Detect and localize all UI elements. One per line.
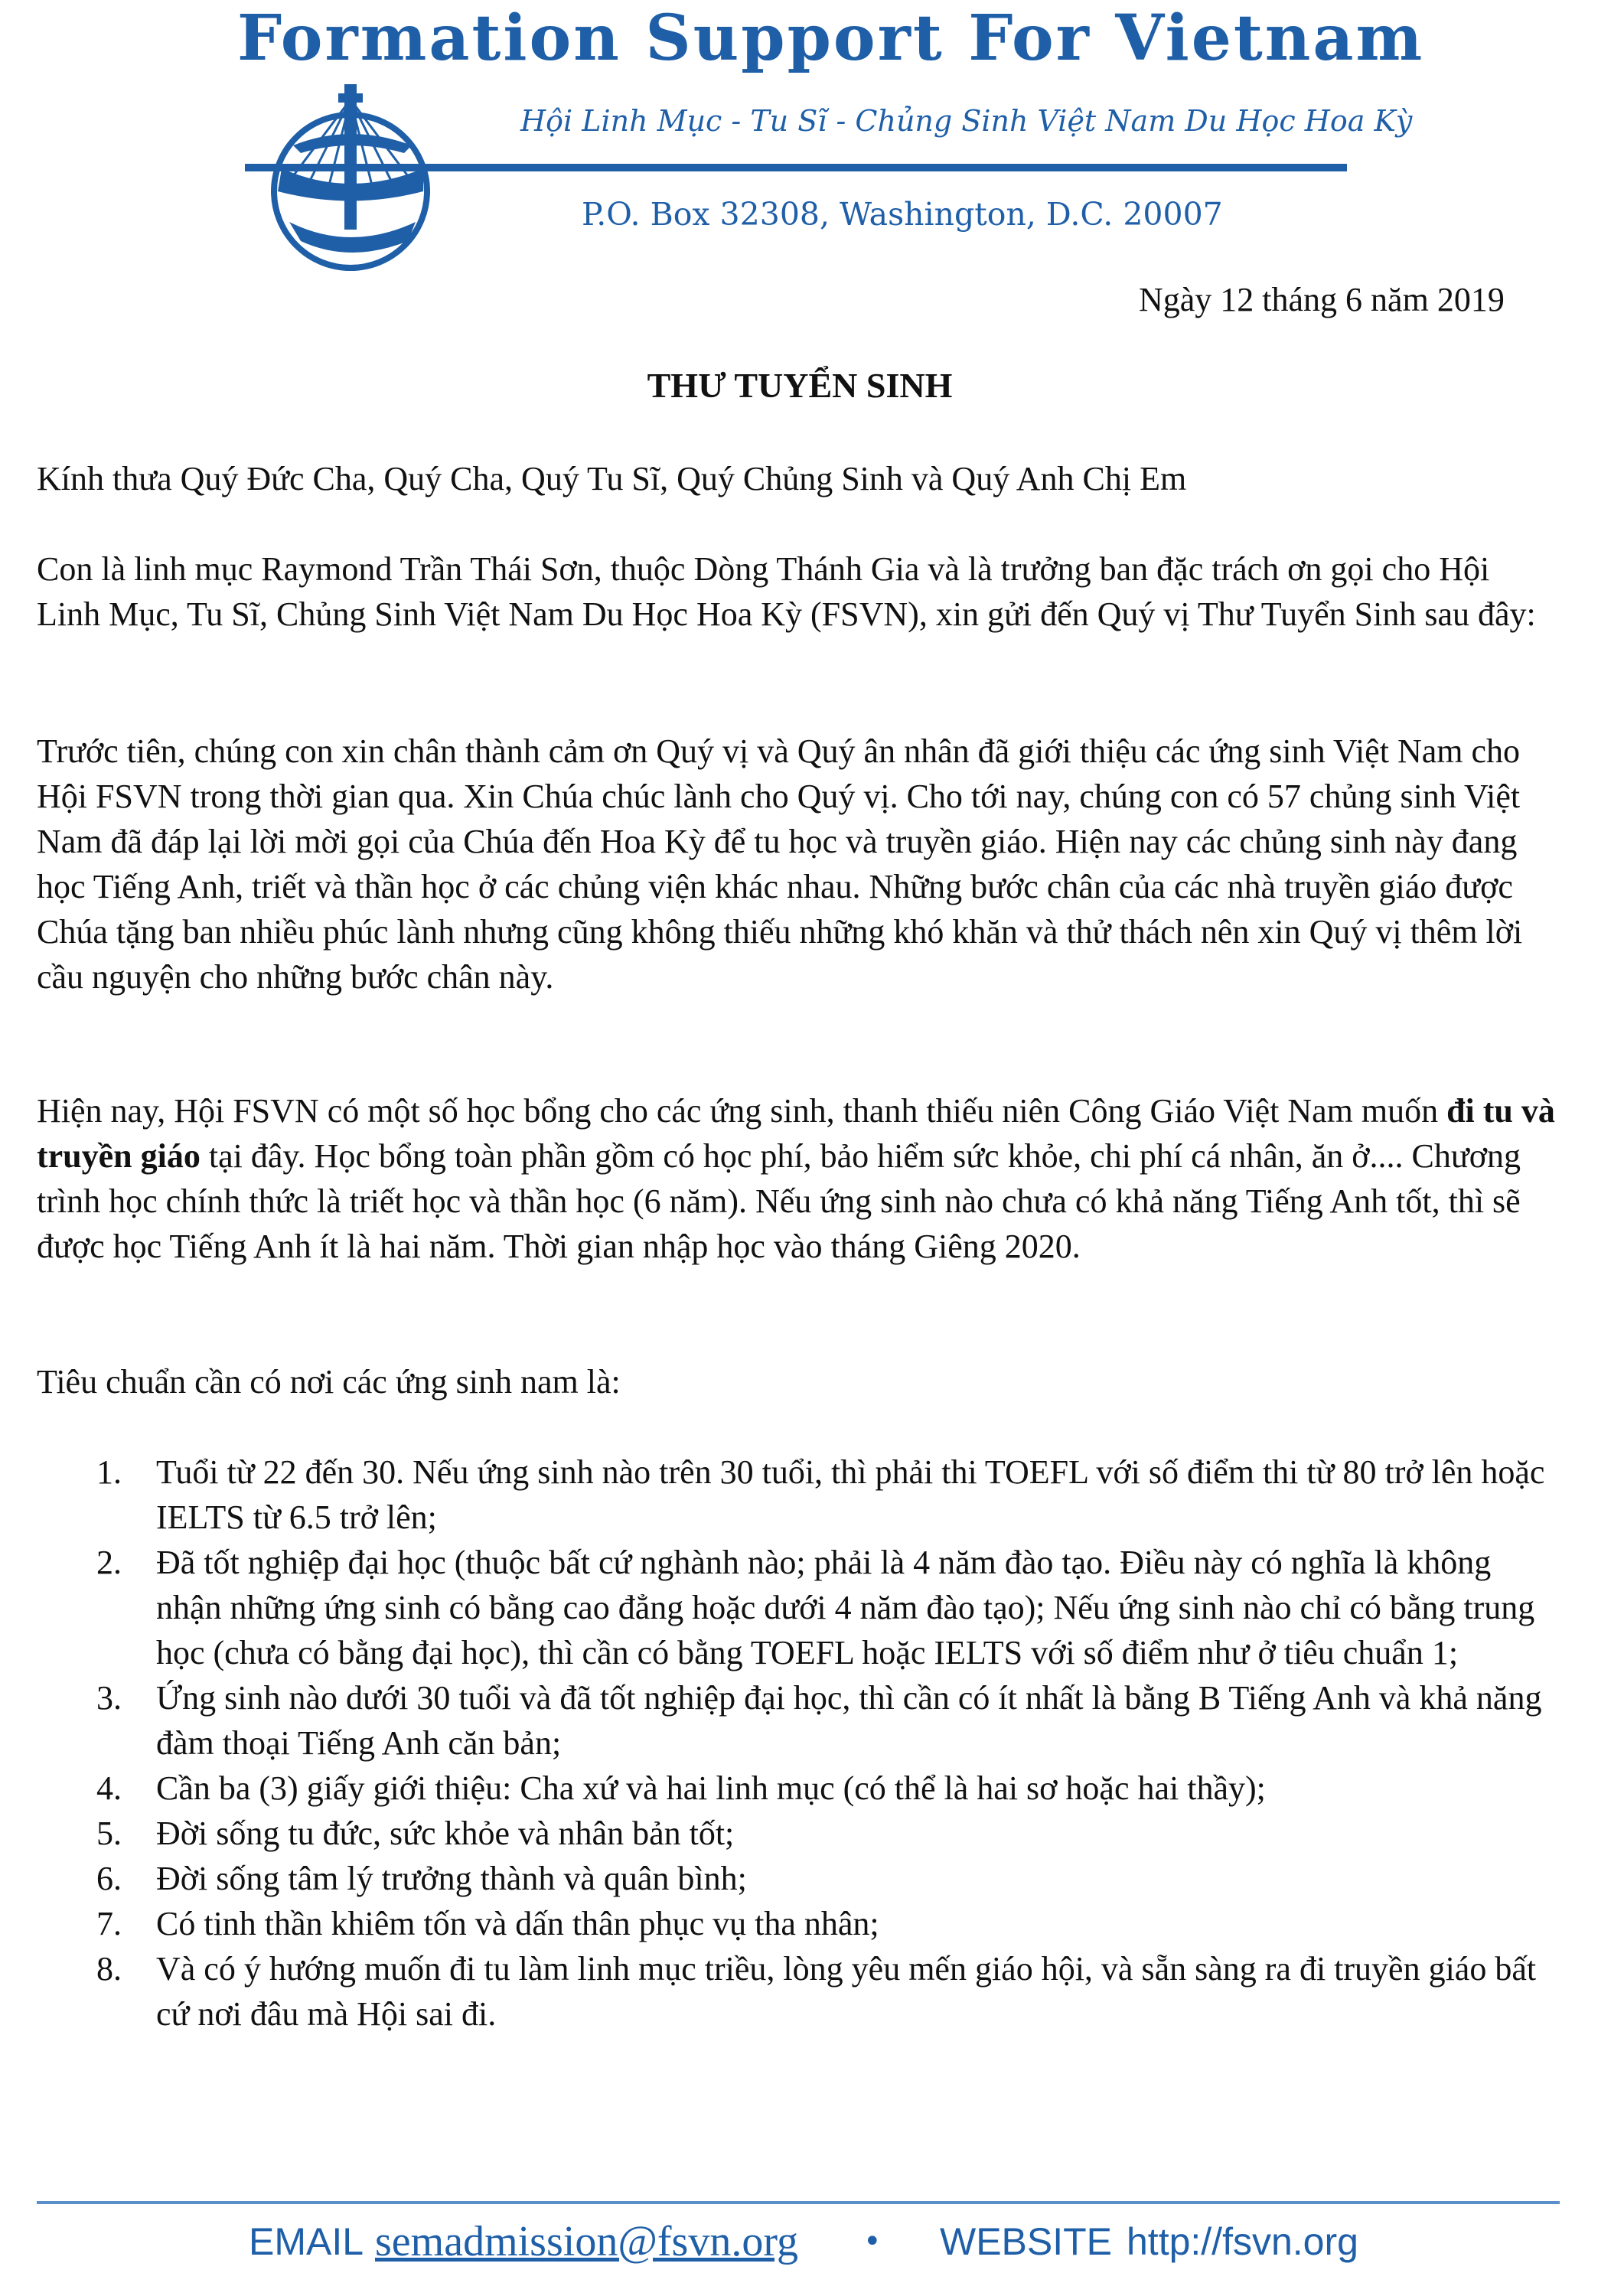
scholarship-emphasis: đi tu và truyền giáo xyxy=(37,1092,1555,1175)
criteria-text: Cần ba (3) giấy giới thiệu: Cha xứ và hai linh mục (có thể là hai sơ hoặc hai thầy); xyxy=(156,1769,1266,1807)
letterhead-divider xyxy=(245,164,1347,171)
criteria-intro: Tiêu chuẩn cần có nơi các ứng sinh nam là: xyxy=(37,1363,621,1401)
criteria-item xyxy=(37,1540,1560,1675)
criteria-text: Có tinh thần khiêm tốn và dấn thân phục vụ tha nhân; xyxy=(156,1905,879,1942)
criteria-item xyxy=(37,1766,1560,1811)
criteria-item xyxy=(37,1856,1560,1901)
intro-paragraph: Con là linh mục Raymond Trần Thái Sơn, thuộc Dòng Thánh Gia và là trưởng ban đặc trách ơn gọi cho Hội Linh Mục, Tu Sĩ, Chủng Sinh Việt Nam Du Học Hoa Kỳ (FSVN), xin gửi đến Quý vị Thư Tuyển Sinh sau đây: xyxy=(37,550,1536,633)
globe-bridge-logo xyxy=(259,77,450,276)
criteria-number: 5. xyxy=(96,1815,122,1852)
footer-divider xyxy=(37,2201,1560,2204)
criteria-number: 2. xyxy=(96,1544,122,1581)
footer xyxy=(0,2215,1624,2268)
scholarship-paragraph xyxy=(37,1088,1560,1269)
criteria-item xyxy=(37,1675,1560,1766)
scholarship-text-start: Hiện nay, Hội FSVN có một số học bổng cho các ứng sinh, thanh thiếu niên Công Giáo Việt Nam muốn xyxy=(37,1092,1447,1130)
criteria-text: Và có ý hướng muốn đi tu làm linh mục triều, lòng yêu mến giáo hội, và sẵn sàng ra đi truyền giáo bất cứ nơi đâu mà Hội sai đi. xyxy=(156,1950,1537,2033)
letter-title: THƯ TUYỂN SINH xyxy=(647,366,953,405)
criteria-text: Ứng sinh nào dưới 30 tuổi và đã tốt nghiệp đại học, thì cần có ít nhất là bằng B Tiếng Anh và khả năng đàm thoại Tiếng Anh căn bản; xyxy=(156,1679,1542,1762)
email-label: EMAIL xyxy=(249,2220,364,2263)
criteria-text: Đã tốt nghiệp đại học (thuộc bất cứ nghành nào; phải là 4 năm đào tạo. Điều này có nghĩa là không nhận những ứng sinh có bằng cao đẳng hoặc dưới 4 năm đào tạo); Nếu ứng sinh nào chỉ có bằng trung học (chưa có bằng đại học), thì cần có bằng TOEFL hoặc IELTS với số điểm như ở tiêu chuẩn 1; xyxy=(156,1544,1535,1671)
letter-date: Ngày 12 tháng 6 năm 2019 xyxy=(1139,281,1505,318)
salutation: Kính thưa Quý Đức Cha, Quý Cha, Quý Tu Sĩ, Quý Chủng Sinh và Quý Anh Chị Em xyxy=(37,460,1187,497)
criteria-number: 6. xyxy=(96,1860,122,1897)
scholarship-text-end: tại đây. Học bổng toàn phần gồm có học phí, bảo hiểm sức khỏe, chi phí cá nhân, ăn ở.... Chương trình học chính thức là triết học và thần học (6 năm). Nếu ứng sinh nào chưa có khả năng Tiếng Anh tốt, thì sẽ được học Tiếng Anh ít là hai năm. Thời gian nhập học vào tháng Giêng 2020. xyxy=(37,1137,1521,1265)
criteria-number: 3. xyxy=(96,1679,122,1717)
website-link[interactable]: http://fsvn.org xyxy=(1127,2220,1358,2263)
email-link[interactable]: semadmission@fsvn.org xyxy=(375,2218,798,2265)
thanks-paragraph: Trước tiên, chúng con xin chân thành cảm ơn Quý vị và Quý ân nhân đã giới thiệu các ứng sinh Việt Nam cho Hội FSVN trong thời gian qua. Xin Chúa chúc lành cho Quý vị. Cho tới nay, chúng con có 57 chủng sinh Việt Nam đã đáp lại lời mời gọi của Chúa đến Hoa Kỳ để tu học và truyền giáo. Hiện nay các chủng sinh này đang học Tiếng Anh, triết và thần học ở các chủng viện khác nhau. Những bước chân của các nhà truyền giáo được Chúa tặng ban nhiều phúc lành nhưng cũng không thiếu những khó khăn và thử thách nên xin Quý vị thêm lời cầu nguyện cho những bước chân này. xyxy=(37,732,1523,996)
criteria-text: Tuổi từ 22 đến 30. Nếu ứng sinh nào trên 30 tuổi, thì phải thi TOEFL với số điểm thi từ 80 trở lên hoặc IELTS từ 6.5 trở lên; xyxy=(156,1453,1545,1536)
organization-subtitle: Hội Linh Mục - Tu Sĩ - Chủng Sinh Việt Nam Du Học Hoa Kỳ xyxy=(520,104,1413,138)
criteria-item xyxy=(37,1901,1560,1946)
criteria-number: 8. xyxy=(96,1950,122,1988)
criteria-item xyxy=(37,1811,1560,1856)
website-label: WEBSITE xyxy=(940,2220,1113,2263)
organization-name: Formation Support For Vietnam xyxy=(237,2,1425,75)
footer-separator: • xyxy=(863,2224,882,2259)
criteria-item xyxy=(37,1946,1560,2037)
criteria-number: 1. xyxy=(96,1453,122,1491)
criteria-number: 4. xyxy=(96,1769,122,1807)
criteria-text: Đời sống tu đức, sức khỏe và nhân bản tốt; xyxy=(156,1815,735,1852)
criteria-list xyxy=(37,1450,1560,2037)
organization-address: P.O. Box 32308, Washington, D.C. 20007 xyxy=(582,196,1223,233)
criteria-number: 7. xyxy=(96,1905,122,1942)
criteria-item xyxy=(37,1450,1560,1540)
criteria-text: Đời sống tâm lý trưởng thành và quân bình; xyxy=(156,1860,747,1897)
